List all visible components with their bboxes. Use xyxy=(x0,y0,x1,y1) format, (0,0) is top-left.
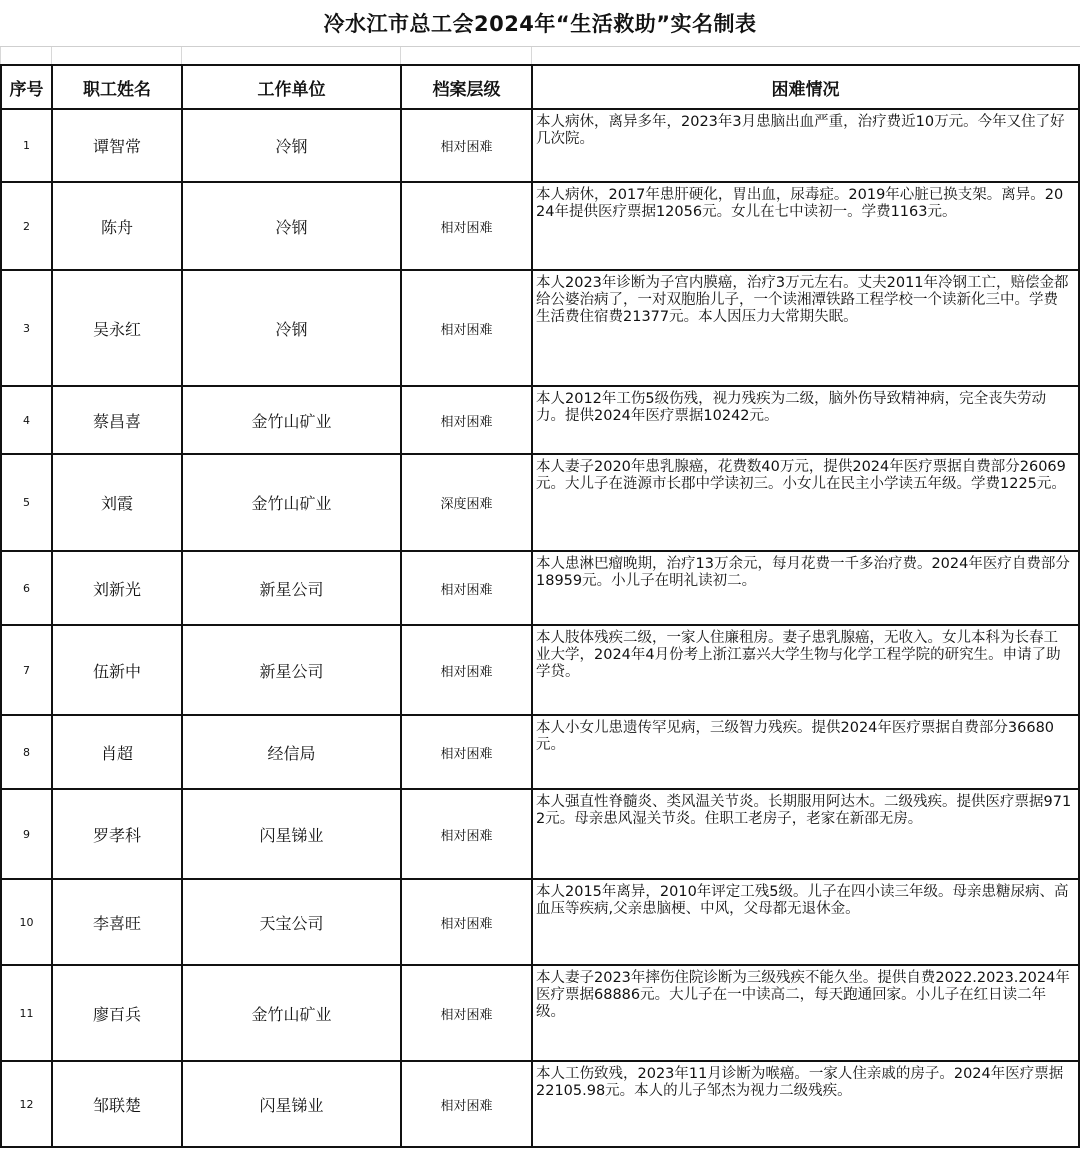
table-row xyxy=(1,551,1079,625)
hardship-level: 相对困难 xyxy=(401,551,532,625)
table-row xyxy=(1,454,1079,551)
worker-name: 谭智常 xyxy=(52,109,182,182)
hardship-level: 相对困难 xyxy=(401,270,532,386)
table-row xyxy=(1,879,1079,965)
hardship-level: 相对困难 xyxy=(401,1061,532,1147)
hardship-description: 本人2012年工伤5级伤残，视力残疾为二级，脑外伤导致精神病，完全丧失劳动力。提供2024年医疗票据10242元。 xyxy=(532,386,1079,454)
row-number: 9 xyxy=(1,789,52,879)
work-unit: 金竹山矿业 xyxy=(182,386,401,454)
hardship-description: 本人妻子2023年摔伤住院诊断为三级残疾不能久坐。提供自费2022.2023.2024年医疗票据68886元。大儿子在一中读高二，每天跑通回家。小儿子在红日读二年级。 xyxy=(532,965,1079,1061)
worker-name: 肖超 xyxy=(52,715,182,789)
hardship-description: 本人病休，离异多年，2023年3月患脑出血严重，治疗费近10万元。今年又住了好几次院。 xyxy=(532,109,1079,182)
worker-name: 廖百兵 xyxy=(52,965,182,1061)
hardship-level: 深度困难 xyxy=(401,454,532,551)
row-number: 12 xyxy=(1,1061,52,1147)
row-number: 4 xyxy=(1,386,52,454)
header-situation: 困难情况 xyxy=(532,65,1079,109)
header-row xyxy=(1,65,1079,109)
hardship-description: 本人妻子2020年患乳腺癌，花费数40万元，提供2024年医疗票据自费部分26069元。大儿子在涟源市长郡中学读初三。小女儿在民主小学读五年级。学费1225元。 xyxy=(532,454,1079,551)
work-unit: 经信局 xyxy=(182,715,401,789)
header-name: 职工姓名 xyxy=(52,65,182,109)
table-row xyxy=(1,109,1079,182)
hardship-description: 本人工伤致残，2023年11月诊断为喉癌。一家人住亲戚的房子。2024年医疗票据22105.98元。本人的儿子邹杰为视力二级残疾。 xyxy=(532,1061,1079,1147)
worker-name: 罗孝科 xyxy=(52,789,182,879)
worker-name: 刘新光 xyxy=(52,551,182,625)
row-number: 6 xyxy=(1,551,52,625)
worker-name: 邹联楚 xyxy=(52,1061,182,1147)
table-row xyxy=(1,965,1079,1061)
hardship-description: 本人2015年离异，2010年评定工残5级。儿子在四小读三年级。母亲患糖尿病、高血压等疾病,父亲患脑梗、中风，父母都无退休金。 xyxy=(532,879,1079,965)
table-row xyxy=(1,715,1079,789)
row-number: 3 xyxy=(1,270,52,386)
work-unit: 冷钢 xyxy=(182,182,401,270)
hardship-description: 本人患淋巴瘤晚期，治疗13万余元，每月花费一千多治疗费。2024年医疗自费部分18959元。小儿子在明礼读初二。 xyxy=(532,551,1079,625)
work-unit: 冷钢 xyxy=(182,270,401,386)
work-unit: 金竹山矿业 xyxy=(182,454,401,551)
work-unit: 金竹山矿业 xyxy=(182,965,401,1061)
hardship-level: 相对困难 xyxy=(401,625,532,715)
worker-name: 蔡昌喜 xyxy=(52,386,182,454)
hardship-level: 相对困难 xyxy=(401,109,532,182)
hardship-level: 相对困难 xyxy=(401,715,532,789)
row-number: 2 xyxy=(1,182,52,270)
table-row xyxy=(1,182,1079,270)
table-row xyxy=(1,270,1079,386)
hardship-description: 本人强直性脊髓炎、类风温关节炎。长期服用阿达木。二级残疾。提供医疗票据9712元。母亲患风湿关节炎。住职工老房子，老家在新邵无房。 xyxy=(532,789,1079,879)
worker-name: 吴永红 xyxy=(52,270,182,386)
work-unit: 闪星锑业 xyxy=(182,1061,401,1147)
worker-name: 伍新中 xyxy=(52,625,182,715)
row-number: 10 xyxy=(1,879,52,965)
table-row xyxy=(1,386,1079,454)
row-number: 11 xyxy=(1,965,52,1061)
work-unit: 新星公司 xyxy=(182,625,401,715)
work-unit: 新星公司 xyxy=(182,551,401,625)
hardship-description: 本人小女儿患遗传罕见病，三级智力残疾。提供2024年医疗票据自费部分36680元。 xyxy=(532,715,1079,789)
hardship-description: 本人肢体残疾二级，一家人住廉租房。妻子患乳腺癌，无收入。女儿本科为长春工业大学，2024年4月份考上浙江嘉兴大学生物与化学工程学院的研究生。申请了助学贷。 xyxy=(532,625,1079,715)
hardship-description: 本人病休，2017年患肝硬化，胃出血，尿毒症。2019年心脏已换支架。离异。2024年提供医疗票据12056元。女儿在七中读初一。学费1163元。 xyxy=(532,182,1079,270)
worker-name: 刘霞 xyxy=(52,454,182,551)
row-number: 1 xyxy=(1,109,52,182)
header-seq: 序号 xyxy=(1,65,52,109)
header-unit: 工作单位 xyxy=(182,65,401,109)
row-number: 5 xyxy=(1,454,52,551)
hardship-description: 本人2023年诊断为子宫内膜癌，治疗3万元左右。丈夫2011年冷钢工亡，赔偿金都给公婆治病了，一对双胞胎儿子，一个读湘潭铁路工程学校一个读新化三中。学费生活费住宿费21377元。本人因压力大常期失眠。 xyxy=(532,270,1079,386)
worker-name: 陈舟 xyxy=(52,182,182,270)
work-unit: 闪星锑业 xyxy=(182,789,401,879)
page-title: 冷水江市总工会2024年“生活救助”实名制表 xyxy=(323,12,757,36)
hardship-level: 相对困难 xyxy=(401,965,532,1061)
work-unit: 冷钢 xyxy=(182,109,401,182)
worker-name: 李喜旺 xyxy=(52,879,182,965)
hardship-level: 相对困难 xyxy=(401,182,532,270)
table-row xyxy=(1,625,1079,715)
table-row xyxy=(1,1061,1079,1147)
spacer-row xyxy=(0,46,1080,65)
header-level: 档案层级 xyxy=(401,65,532,109)
relief-table xyxy=(0,64,1080,1148)
work-unit: 天宝公司 xyxy=(182,879,401,965)
row-number: 8 xyxy=(1,715,52,789)
row-number: 7 xyxy=(1,625,52,715)
table-row xyxy=(1,789,1079,879)
hardship-level: 相对困难 xyxy=(401,789,532,879)
hardship-level: 相对困难 xyxy=(401,386,532,454)
hardship-level: 相对困难 xyxy=(401,879,532,965)
